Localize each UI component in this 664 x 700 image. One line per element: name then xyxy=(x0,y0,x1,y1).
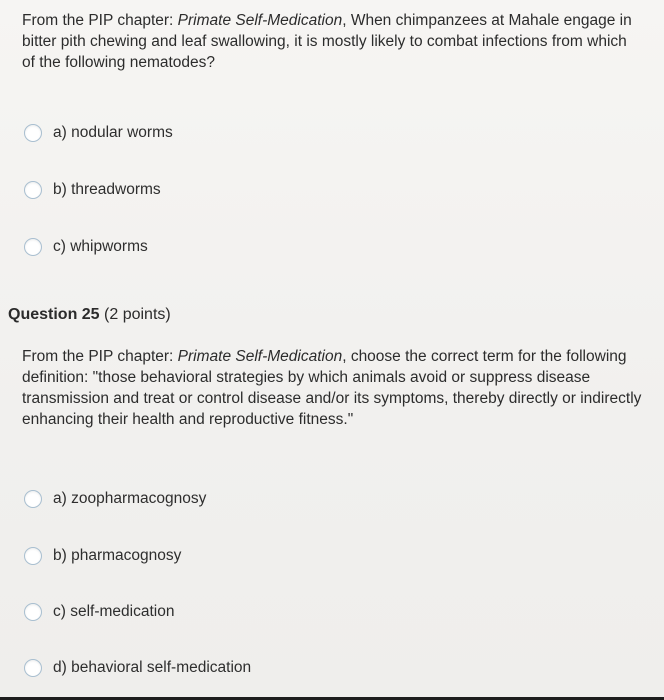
option-label: b) pharmacognosy xyxy=(53,547,182,564)
question-25-option-b[interactable] xyxy=(24,544,181,568)
radio-unchecked-icon[interactable] xyxy=(24,124,42,142)
question-25-option-d[interactable] xyxy=(24,656,251,680)
radio-unchecked-icon[interactable] xyxy=(24,181,42,199)
option-label: a) nodular worms xyxy=(53,124,173,141)
question-25-option-c[interactable] xyxy=(24,600,174,624)
question-25-text xyxy=(22,346,642,430)
question-25-text-prefix: From the PIP chapter: xyxy=(22,348,178,365)
question-25-text-suffix: , choose the correct term for the following definition: "those behavioral strategies by which animals avoid or suppress disease transmission and treat or control disease and/or its symptoms, thereby directly or indirectly enhancing their health and reproductive fitness." xyxy=(22,348,642,428)
question-25-option-a[interactable] xyxy=(24,487,206,511)
question-24-option-c[interactable] xyxy=(24,235,148,259)
question-points: (2 points) xyxy=(104,306,171,323)
question-24-text xyxy=(22,10,632,73)
radio-unchecked-icon[interactable] xyxy=(24,603,42,621)
option-label: d) behavioral self-medication xyxy=(53,659,252,676)
question-25-chapter-title: Primate Self-Medication xyxy=(177,348,343,365)
option-label: b) threadworms xyxy=(53,181,161,198)
option-label: c) self-medication xyxy=(53,603,175,620)
option-label: a) zoopharmacognosy xyxy=(53,490,207,507)
radio-unchecked-icon[interactable] xyxy=(24,547,42,565)
question-24-option-a[interactable] xyxy=(24,121,173,145)
question-24-option-b[interactable] xyxy=(24,178,161,202)
option-label: c) whipworms xyxy=(53,238,148,255)
question-24-text-suffix: , When chimpanzees at Mahale engage in bitter pith chewing and leaf swallowing, it is mostly likely to combat infections from which of the following nematodes? xyxy=(22,12,632,71)
radio-unchecked-icon[interactable] xyxy=(24,238,42,256)
question-25-header xyxy=(8,306,171,324)
radio-unchecked-icon[interactable] xyxy=(24,659,42,677)
radio-unchecked-icon[interactable] xyxy=(24,490,42,508)
question-24-text-prefix: From the PIP chapter: xyxy=(22,12,178,29)
question-number: Question 25 xyxy=(8,306,100,323)
question-24-chapter-title: Primate Self-Medication xyxy=(177,12,343,29)
